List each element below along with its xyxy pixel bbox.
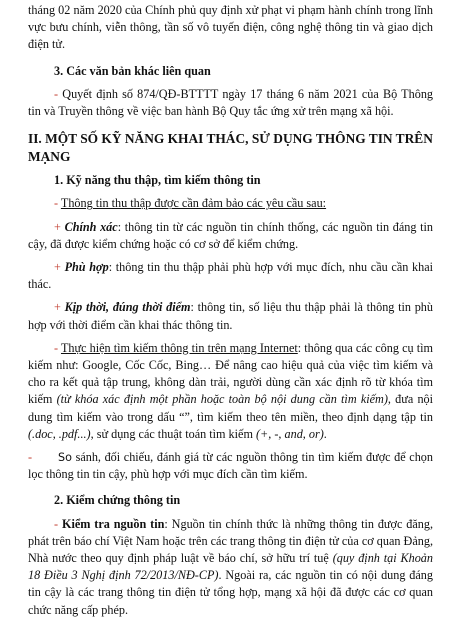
list-plus: + bbox=[54, 300, 61, 315]
paragraph-requirements bbox=[28, 195, 433, 212]
source-check-text-b: . Ngoài ra, các nguồn tin có nội dung đáng tin cậy là các trang thông tin điện tử tổng hợp, mạng xã hội đã được các cơ quan chức năng cấp phép. bbox=[28, 568, 433, 617]
paragraph-relevance bbox=[28, 259, 433, 293]
paragraph-source-check bbox=[28, 516, 433, 619]
internet-search-underlined: Thực hiện tìm kiếm thông tin trên mạng Internet bbox=[60, 340, 298, 355]
paragraph-compare bbox=[28, 449, 433, 483]
paragraph-timeliness bbox=[28, 299, 433, 333]
internet-search-text-b: , đưa nội dung tìm kiếm vào trong dấu “”, tìm kiếm theo tên miền, theo định dạng tập tin bbox=[28, 392, 434, 424]
paragraph-decision-874 bbox=[28, 86, 433, 120]
heading-skill-1: 1. Kỹ năng thu thập, tìm kiếm thông tin bbox=[54, 173, 261, 188]
timeliness-text: : thông tin, số liệu thu thập phải là thông tin phù hợp với thời điểm cần khai thác thông tin. bbox=[28, 300, 433, 332]
list-dash: - bbox=[54, 340, 59, 355]
source-check-text-a: : Nguồn tin chính thức là những thông tin được đăng, phát trên báo chí Việt Nam hoặc trên các trang thông tin điện tử của cơ quan Đảng, Nhà nước theo quy định pháp luật về báo chí, sở hữu trí tuệ bbox=[28, 516, 434, 566]
relevance-term: Phù hợp bbox=[64, 260, 109, 275]
compare-word-so: So bbox=[58, 451, 72, 465]
list-plus: + bbox=[54, 260, 61, 275]
list-dash: - bbox=[54, 86, 59, 101]
internet-search-italic-1: (từ khóa xác định một phần hoặc toàn bộ nội dung cần tìm kiếm) bbox=[56, 392, 388, 407]
requirements-underlined: Thông tin thu thập được cần đảm bảo các yêu cầu sau: bbox=[60, 196, 327, 211]
intro-paragraph: tháng 02 năm 2020 của Chính phủ quy định xử phạt vi phạm hành chính trong lĩnh vực bưu chính, viễn thông, tần số vô tuyến điện, công nghệ thông tin và giao dịch điện tử. bbox=[28, 3, 433, 52]
list-dash: - bbox=[28, 450, 33, 465]
internet-search-italic-2: (.doc, .pdf...) bbox=[28, 426, 91, 441]
accuracy-term: Chính xác bbox=[64, 219, 118, 234]
paragraph-decision-874-text: Quyết định số 874/QĐ-BTTTT ngày 17 tháng 6 năm 2021 của Bộ Thông tin và Truyền thông về việc ban hành Bộ Quy tắc ứng xử trên mạng xã hội. bbox=[28, 86, 434, 119]
heading-related-documents: 3. Các văn bản khác liên quan bbox=[54, 63, 211, 78]
internet-search-text-d: . bbox=[323, 426, 327, 441]
list-dash: - bbox=[54, 196, 59, 211]
accuracy-text: : thông tin từ các nguồn tin chính thống, các nguồn tin đáng tin cậy, đã được kiểm chứng hoặc có cơ sở để kiểm chứng. bbox=[28, 219, 434, 251]
source-check-term: Kiểm tra nguồn tin bbox=[61, 516, 165, 531]
internet-search-text-a: : thông qua các công cụ tìm kiếm như: Google, Cốc Cốc, Bing… Để nâng cao hiệu quả của việc tìm kiếm và cho ra kết quả tập trung, không dàn trải, người dùng cần xác định rõ từ khóa tìm kiếm bbox=[28, 340, 433, 407]
internet-search-text-c: , sử dụng các thuật toán tìm kiếm bbox=[90, 426, 256, 441]
relevance-text: : thông tin thu thập phải phù hợp với mục đích, nhu cầu cần khai thác. bbox=[28, 260, 433, 292]
list-dash: - bbox=[54, 516, 59, 531]
heading-skill-2: 2. Kiểm chứng thông tin bbox=[54, 493, 181, 508]
list-plus: + bbox=[54, 219, 61, 234]
section-heading-ii: II. MỘT SỐ KỸ NĂNG KHAI THÁC, SỬ DỤNG THÔNG TIN TRÊN MẠNG bbox=[28, 131, 433, 165]
compare-text: sánh, đối chiếu, đánh giá từ các nguồn thông tin tìm kiếm được để chọn lọc thông tin tin cậy, phù hợp với mục đích cần tìm kiếm. bbox=[28, 450, 433, 482]
timeliness-term: Kịp thời, đúng thời điểm bbox=[64, 300, 191, 315]
paragraph-accuracy bbox=[28, 219, 433, 253]
paragraph-internet-search bbox=[28, 340, 433, 443]
source-check-italic: (quy định tại Khoản 18 Điều 3 Nghị định 72/2013/NĐ-CP) bbox=[28, 551, 433, 583]
internet-search-italic-3: (+, -, and, or) bbox=[255, 426, 324, 441]
